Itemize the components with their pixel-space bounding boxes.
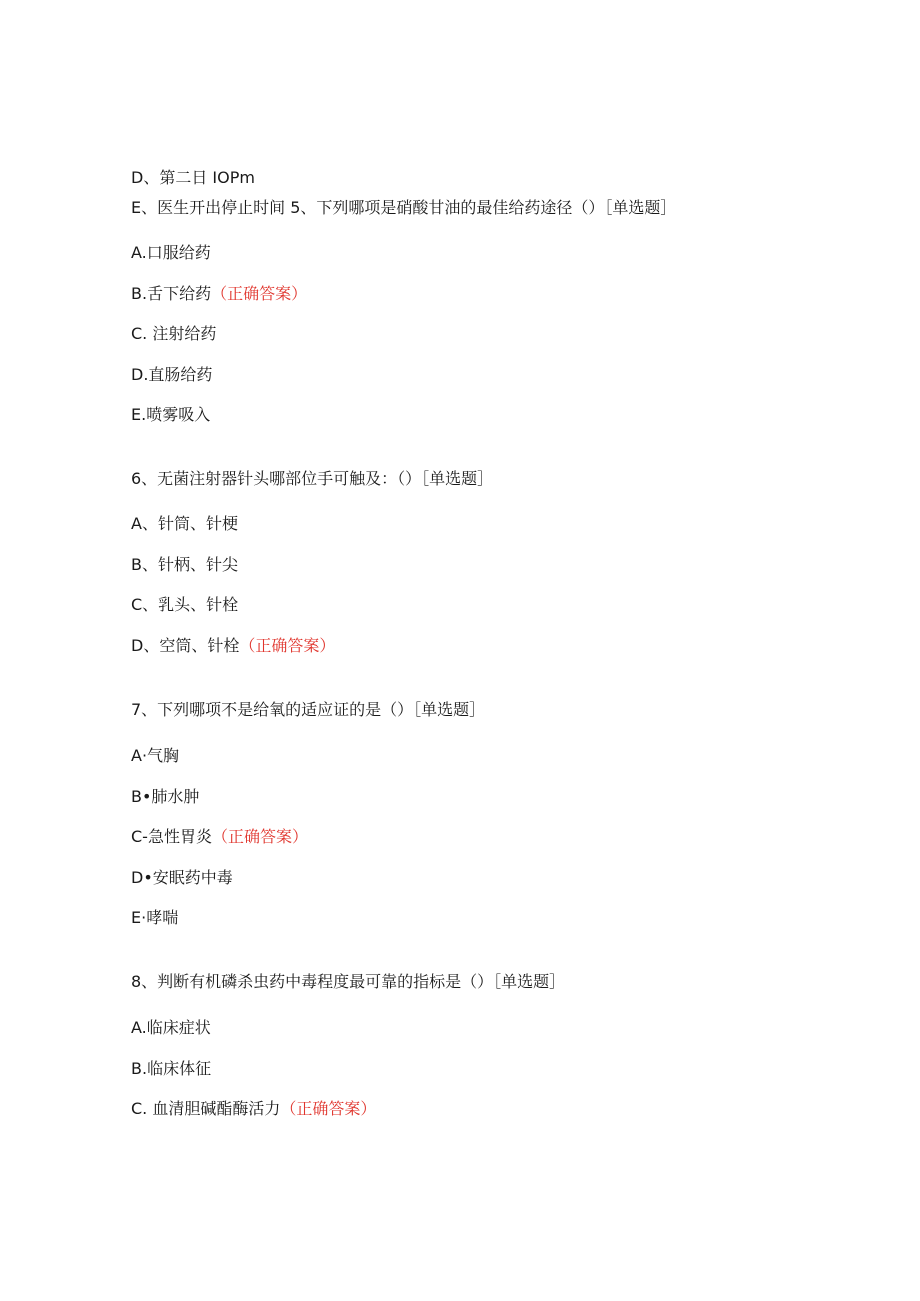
option-line: A·气胸 <box>131 746 180 765</box>
option-line: B、针柄、针尖 <box>131 555 238 574</box>
option-line: D•安眠药中毒 <box>131 868 233 887</box>
question-line: E、医生开出停止时间 5、下列哪项是硝酸甘油的最佳给药途径（）［单选题］ <box>131 198 677 217</box>
option-line: D、空筒、针栓（正确答案） <box>131 636 336 655</box>
option-line: B.舌下给药（正确答案） <box>131 284 308 303</box>
option-line: C. 注射给药 <box>131 324 217 343</box>
option-line: C、乳头、针栓 <box>131 595 239 614</box>
option-line: E.喷雾吸入 <box>131 405 211 424</box>
correct-answer-mark: （正确答案） <box>211 827 308 846</box>
question-line: 8、判断有机磷杀虫药中毒程度最可靠的指标是（）［单选题］ <box>131 972 566 991</box>
option-line: D、第二日 IOPm <box>131 168 255 187</box>
option-line: B.临床体征 <box>131 1059 212 1078</box>
option-line: E·哮喘 <box>131 908 179 927</box>
option-line: C. 血清胆碱酯酶活力（正确答案） <box>131 1099 377 1118</box>
correct-answer-mark: （正确答案） <box>280 1099 377 1118</box>
question-line: 7、下列哪项不是给氧的适应证的是（）［单选题］ <box>131 700 486 719</box>
correct-answer-mark: （正确答案） <box>211 284 308 303</box>
option-line: A.临床症状 <box>131 1018 211 1037</box>
question-line: 6、无菌注射器针头哪部位手可触及：（）［单选题］ <box>131 469 494 488</box>
option-line: B•肺水肿 <box>131 787 200 806</box>
option-line: D.直肠给药 <box>131 365 213 384</box>
correct-answer-mark: （正确答案） <box>239 636 336 655</box>
option-line: C-急性胃炎（正确答案） <box>131 827 308 846</box>
option-line: A、针筒、针梗 <box>131 514 238 533</box>
option-line: A.口服给药 <box>131 243 211 262</box>
